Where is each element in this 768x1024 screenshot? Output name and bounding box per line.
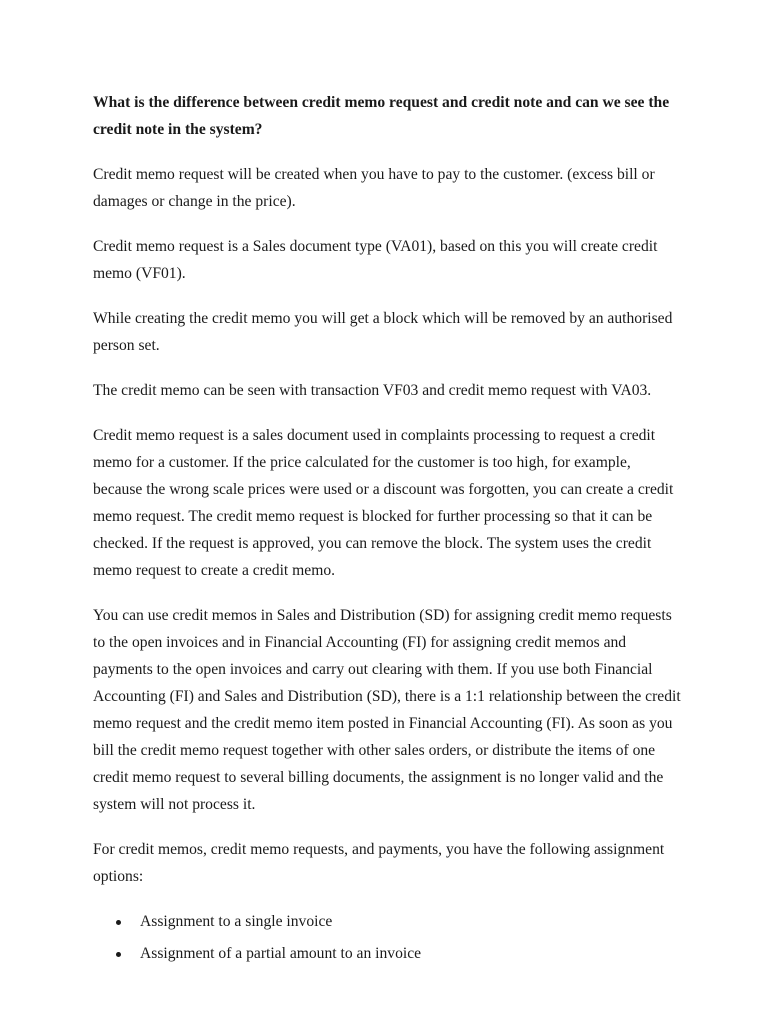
list-item-text: Assignment of a partial amount to an invoice <box>140 945 422 962</box>
paragraph: Credit memo request is a Sales document type (VA01), based on this you will create credit memo (VF01). <box>93 238 658 282</box>
paragraph: While creating the credit memo you will get a block which will be removed by an authorised person set. <box>93 310 673 354</box>
bullet-icon <box>116 952 121 957</box>
paragraph: Credit memo request is a sales document used in complaints processing to request a credit memo for a customer. If the price calculated for the customer is too high, for example, because the wrong scale prices were used or a discount was forgotten, you can create a credit memo request. The credit memo request is blocked for further processing so that it can be checked. If the request is approved, you can remove the block. The system uses the credit memo request to create a credit memo. <box>93 427 674 579</box>
assignment-options-list <box>93 908 683 967</box>
list-item-text: Assignment to a single invoice <box>140 913 333 930</box>
paragraph: The credit memo can be seen with transaction VF03 and credit memo request with VA03. <box>93 382 652 399</box>
paragraph: You can use credit memos in Sales and Distribution (SD) for assigning credit memo requests to the open invoices and in Financial Accounting (FI) for assigning credit memos and payments to the open invoices and carry out clearing with them. If you use both Financial Accounting (FI) and Sales and Distribution (SD), there is a 1:1 relationship between the credit memo request and the credit memo item posted in Financial Accounting (FI). As soon as you bill the credit memo request together with other sales orders, or distribute the items of one credit memo request to several billing documents, the assignment is no longer valid and the system will not process it. <box>93 607 681 813</box>
bullet-icon <box>116 920 121 925</box>
list-item <box>93 940 683 967</box>
paragraph: Credit memo request will be created when you have to pay to the customer. (excess bill or damages or change in the price). <box>93 166 655 210</box>
list-item <box>93 908 683 935</box>
paragraph: For credit memos, credit memo requests, and payments, you have the following assignment options: <box>93 841 665 885</box>
question-heading: What is the difference between credit memo request and credit note and can we see the credit note in the system? <box>93 94 670 138</box>
document-body <box>93 89 683 972</box>
